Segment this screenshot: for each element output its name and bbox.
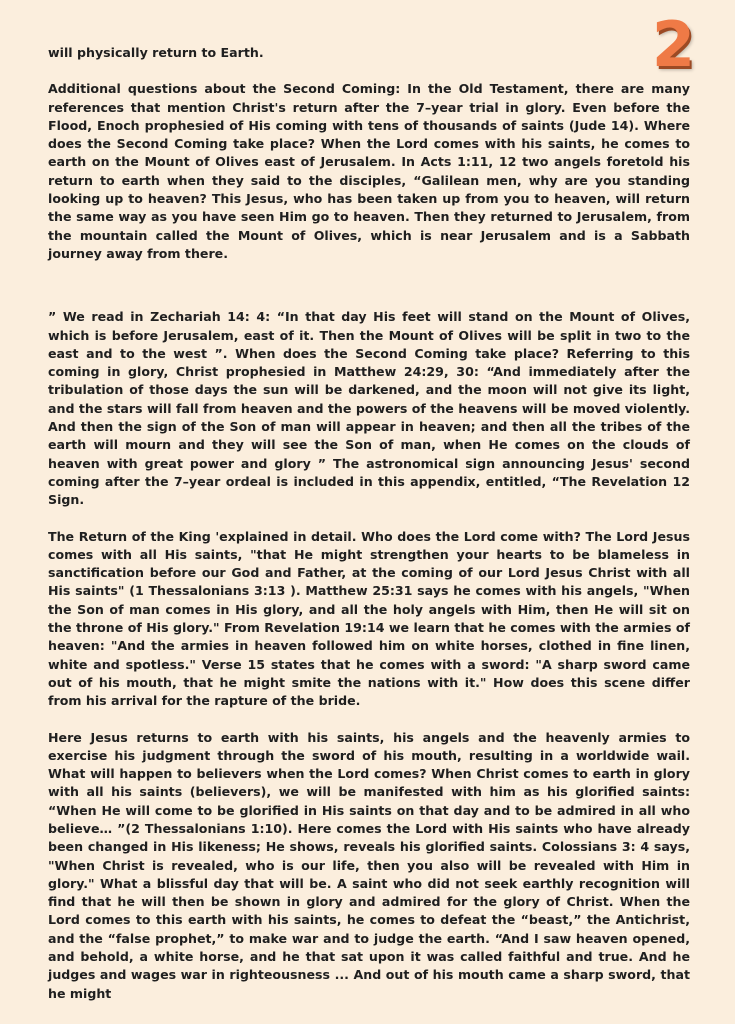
paragraph-3: ” We read in Zechariah 14: 4: “In that day His feet will stand on the Mount of Olives, which is before Jerusalem, east of it. Then the Mount of Olives will be split in two to the east and to the west ”. When does the Second Coming take place? Referring to this coming in glory, Christ prophesied in Matthew 24:29, 30: “And immediately after the tribulation of those days the sun will be darkened, and the moon will not give its light, and the stars will fall from heaven and the powers of the heavens will be moved violently. And then the sign of the Son of man will appear in heaven; and then all the tribes of the earth will mourn and they will see the Son of man, when He comes on the clouds of heaven with great power and glory ” The astronomical sign announcing Jesus' second coming after the 7–year ordeal is included in this appendix, entitled, “The Revelation 12 Sign. [48,309,690,508]
document-body [48,44,690,1003]
paragraph-1: will physically return to Earth. [48,45,264,60]
paragraph-4: The Return of the King 'explained in detail. Who does the Lord come with? The Lord Jesus comes with all His saints, "that He might strengthen your hearts to be blameless in sanctification before our God and Father, at the coming of our Lord Jesus Christ with all His saints" (1 Thessalonians 3:13 ). Matthew 25:31 says he comes with his angels, "When the Son of man comes in His glory, and all the holy angels with Him, then He will sit on the throne of His glory." From Revelation 19:14 we learn that he comes with the armies of heaven: "And the armies in heaven followed him on white horses, clothed in fine linen, white and spotless." Verse 15 states that he comes with a sword: "A sharp sword came out of his mouth, that he might smite the nations with it." How does this scene differ from his arrival for the rapture of the bride. [48,528,690,709]
page-number: 2 [651,8,695,81]
paragraph-5: Here Jesus returns to earth with his saints, his angels and the heavenly armies to exercise his judgment through the sword of his mouth, resulting in a worldwide wail. What will happen to believers when the Lord comes? When Christ comes to earth in glory with all his saints (believers), we will be manifested with him as his glorified saints: “When He will come to be glorified in His saints on that day and to be admired in all who believe… ”(2 Thessalonians 1:10). Here comes the Lord with His saints who have already been changed in His likeness; He shows, reveals his glorified saints. Colossians 3: 4 says, "When Christ is revealed, who is our life, then you also will be revealed with Him in glory." What a blissful day that will be. A saint who did not seek earthly recognition will find that he will then be shown in glory and admired for the glory of Christ. When the Lord comes to this earth with his saints, he comes to defeat the “beast,” the Antichrist, and the “false prophet,” to make war and to judge the earth. “And I saw heaven opened, and behold, a white horse, and he that sat upon it was called faithful and true. And he judges and wages war in righteousness ... And out of his mouth came a sharp sword, that he might [48,729,690,1001]
paragraph-2: Additional questions about the Second Coming: In the Old Testament, there are many references that mention Christ's return after the 7–year trial in glory. Even before the Flood, Enoch prophesied of His coming with tens of thousands of saints (Jude 14). Where does the Second Coming take place? When the Lord comes with his saints, he comes to earth on the Mount of Olives east of Jerusalem. In Acts 1:11, 12 two angels foretold his return to earth when they said to the disciples, “Galilean men, why are you standing looking up to heaven? This Jesus, who has been taken up from you to heaven, will return the same way as you have seen Him go to heaven. Then they returned to Jerusalem, from the mountain called the Mount of Olives, which is near Jerusalem and is a Sabbath journey away from there. [48,81,690,261]
